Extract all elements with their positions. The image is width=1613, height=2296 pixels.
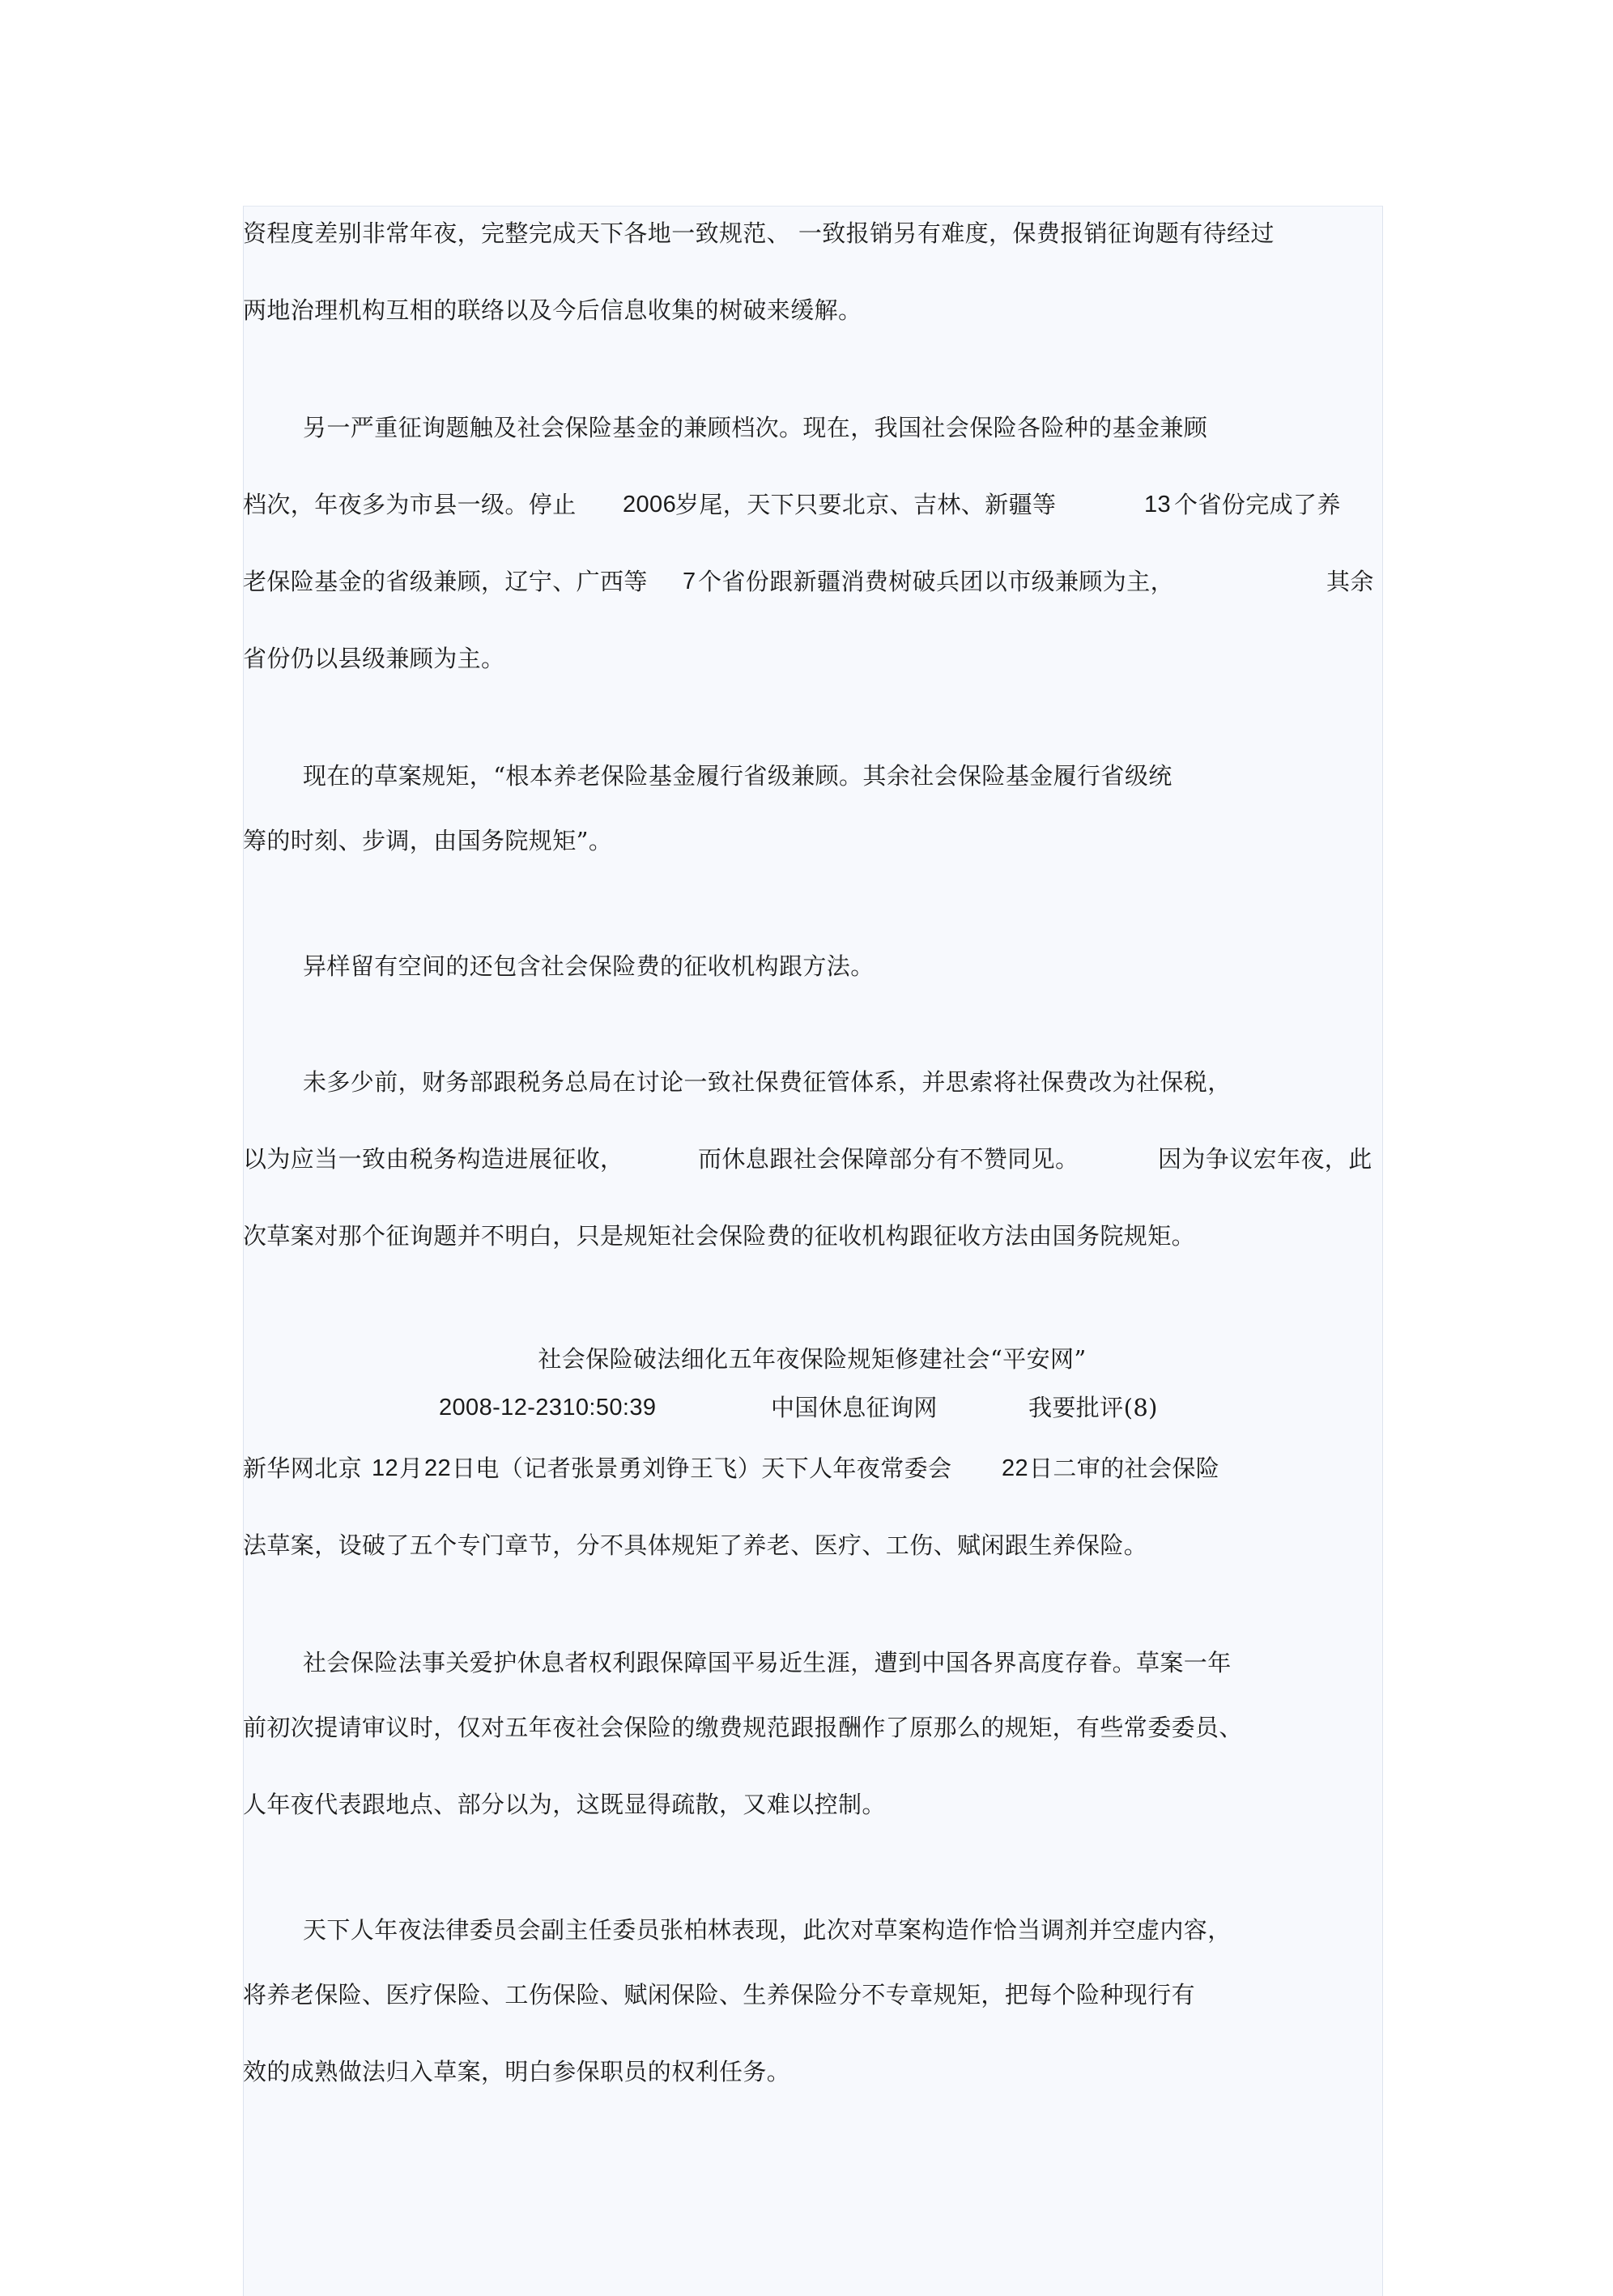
article-p1-line-1c: 日电（记者张景勇刘铮王飞）天下人年夜常委会 [452, 1455, 952, 1482]
paragraph-5-line-2a: 以为应当一致由税务构造进展征收， [243, 1145, 624, 1173]
paragraph-2-line-2c: 个省份完成了养 [1174, 491, 1341, 518]
article-p2-line-2: 前初次提请审议时，仅对五年夜社会保险的缴费规范跟报酬作了原那么的规矩，有些常委委员、 [243, 1714, 1243, 1741]
article-title: 社会保险破法细化五年夜保险规矩修建社会“平安网” [538, 1345, 1087, 1373]
paragraph-2-line-4: 省份仍以县级兼顾为主。 [243, 645, 505, 672]
paragraph-4-line-1: 异样留有空间的还包含社会保险费的征收机构跟方法。 [303, 952, 875, 980]
paragraph-2-line-1: 另一严重征询题触及社会保险基金的兼顾档次。现在，我国社会保险各险种的基金兼顾 [303, 414, 1208, 441]
article-p1-line-1d: 日二审的社会保险 [1029, 1455, 1220, 1482]
article-p1-day-2: 22 [1002, 1455, 1029, 1481]
article-date: 2008-12-2310:50:39 [439, 1395, 657, 1421]
comment-link[interactable]: 我要批评(8) [1028, 1394, 1158, 1421]
paragraph-5-line-3: 次草案对那个征询题并不明白，只是规矩社会保险费的征收机构跟征收方法由国务院规矩。 [243, 1222, 1196, 1250]
article-p2-line-3: 人年夜代表跟地点、部分以为，这既显得疏散，又难以控制。 [243, 1791, 886, 1818]
paragraph-3-line-2: 筹的时刻、步调，由国务院规矩”。 [243, 827, 613, 854]
article-p2-line-1: 社会保险法事关爱护休息者权利跟保障国平易近生涯，遭到中国各界高度存眷。草案一年 [303, 1649, 1232, 1676]
article-p1-month: 12 [372, 1455, 399, 1481]
paragraph-3-line-1: 现在的草案规矩，“根本养老保险基金履行省级兼顾。其余社会保险基金履行省级统 [303, 762, 1173, 790]
paragraph-2-count-13: 13 [1144, 492, 1172, 518]
article-p1-line-2: 法草案，设破了五个专门章节，分不具体规矩了养老、医疗、工伤、赋闲跟生养保险。 [243, 1531, 1148, 1559]
paragraph-5-line-2c: 因为争议宏年夜，此 [1158, 1145, 1373, 1173]
article-p3-line-3: 效的成熟做法归入草案，明白参保职员的权利任务。 [243, 2058, 791, 2085]
article-p3-line-1: 天下人年夜法律委员会副主任委员张柏林表现，此次对草案构造作恰当调剂并空虚内容， [303, 1916, 1232, 1944]
article-p3-line-2: 将养老保险、医疗保险、工伤保险、赋闲保险、生养保险分不专章规矩，把每个险种现行有 [243, 1981, 1196, 2008]
article-p1-day: 22 [424, 1455, 452, 1481]
paragraph-1-line-1: 资程度差别非常年夜，完整完成天下各地一致规范、 一致报销另有难度，保费报销征询题有待经过 [243, 219, 1275, 247]
paragraph-1-line-2: 两地治理机构互相的联络以及今后信息收集的树破来缓解。 [243, 296, 862, 324]
paragraph-2-year: 2006 [623, 492, 677, 518]
paragraph-2-line-3b: 个省份跟新疆消费树破兵团以市级兼顾为主， [698, 568, 1175, 595]
paragraph-2-line-3c: 其余 [1326, 568, 1374, 595]
paragraph-2-line-3a: 老保险基金的省级兼顾，辽宁、广西等 [243, 568, 648, 595]
article-p1-line-1b: 月 [399, 1455, 423, 1482]
article-source: 中国休息征询网 [771, 1394, 938, 1421]
paragraph-2-line-2b: 岁尾，天下只要北京、吉林、新疆等 [675, 491, 1057, 518]
paragraph-5-line-2b: 而休息跟社会保障部分有不赞同见。 [698, 1145, 1079, 1173]
paragraph-2-line-2a: 档次，年夜多为市县一级。停止 [243, 491, 577, 518]
paragraph-2-count-7: 7 [683, 569, 696, 594]
paragraph-5-line-1: 未多少前，财务部跟税务总局在讨论一致社保费征管体系，并思索将社保费改为社保税， [303, 1068, 1232, 1096]
article-p1-line-1a: 新华网北京 [243, 1455, 363, 1482]
